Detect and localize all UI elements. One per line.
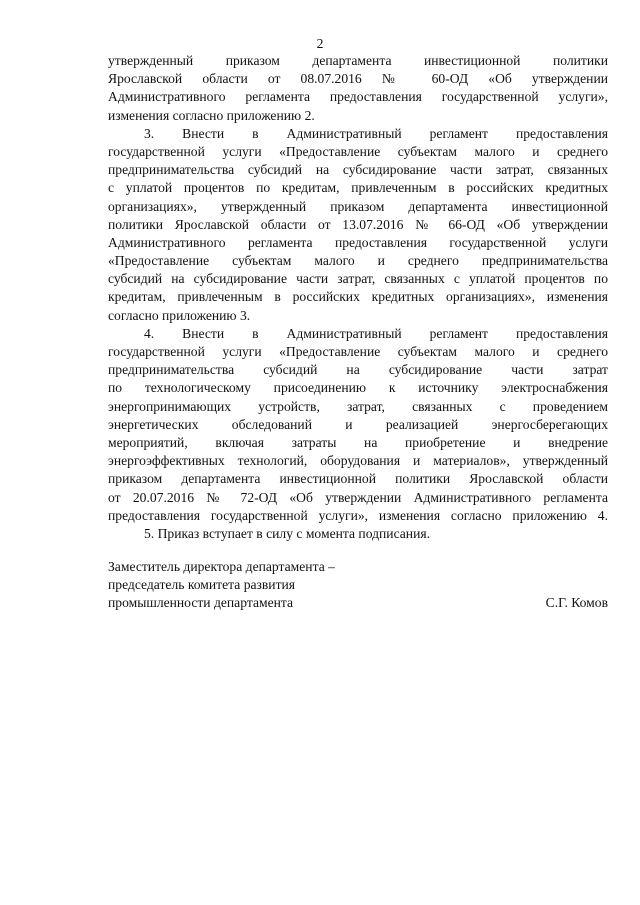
text-line: 4. Внести в Административный регламент предоставления <box>144 325 608 341</box>
page-number: 2 <box>316 36 324 51</box>
text-line: от 20.07.2016 № 72-ОД «Об утверждении Административного регламента <box>108 489 608 505</box>
signatory-title-line-3: промышленности департамента <box>108 595 294 611</box>
text-line: 5. Приказ вступает в силу с момента подписания. <box>144 525 430 541</box>
text-line: энергопринимающих устройств, затрат, связанных с проведением <box>108 398 608 414</box>
text-line: Ярославской области от 08.07.2016 № 60-ОД «Об утверждении <box>108 71 608 87</box>
signatory-title-line-3-row <box>108 594 608 612</box>
text-line: Административного регламента предоставления государственной услуги <box>108 234 608 250</box>
text-line: изменения согласно приложению 2. <box>108 107 315 123</box>
text-line: мероприятий, включая затраты на приобретение и внедрение <box>108 434 608 450</box>
text-line: государственной услуги «Предоставление субъектам малого и среднего <box>108 143 608 159</box>
signatory-title-line-2: председатель комитета развития <box>108 577 296 593</box>
text-line: с уплатой процентов по кредитам, привлеченным в российских кредитных <box>108 180 608 196</box>
text-line: кредитам, привлеченным в российских кредитных организациях», изменения <box>108 289 608 305</box>
text-line: согласно приложению 3. <box>108 307 251 323</box>
text-line: энергетических обследований и реализацией энергосберегающих <box>108 416 608 432</box>
text-line: государственной услуги «Предоставление субъектам малого и среднего <box>108 344 608 359</box>
text-line: приказом департамента инвестиционной политики Ярославской области <box>108 471 608 487</box>
text-line: субсидий на субсидирование части затрат, связанных с уплатой процентов по <box>108 271 608 287</box>
text-line: по технологическому присоединению к источнику электроснабжения <box>108 380 608 396</box>
text-line: предоставления государственной услуги», изменения согласно приложению 4. <box>108 507 608 523</box>
text-line: энергоэффективных технологий, оборудования и материалов», утвержденный <box>108 453 608 469</box>
text-line: организациях», утвержденный приказом департамента инвестиционной <box>108 198 608 214</box>
signature-block <box>108 558 608 613</box>
document-body <box>108 52 608 543</box>
text-line: 3. Внести в Административный регламент предоставления <box>144 125 608 141</box>
text-line: утвержденный приказом департамента инвестиционной политики <box>108 53 608 68</box>
text-line: политики Ярославской области от 13.07.2016 № 66-ОД «Об утверждении <box>108 216 608 232</box>
text-line: предпринимательства субсидий на субсидирование части затрат, связанных <box>108 162 608 178</box>
text-line: Административного регламента предоставления государственной услуги», <box>108 89 608 105</box>
signatory-title-line-1: Заместитель директора департамента – <box>108 559 335 574</box>
text-line: «Предоставление субъектам малого и среднего предпринимательства <box>108 253 608 269</box>
text-line: предпринимательства субсидий на субсидирование части затрат <box>108 362 608 378</box>
signatory-name: С.Г. Комов <box>545 595 608 611</box>
